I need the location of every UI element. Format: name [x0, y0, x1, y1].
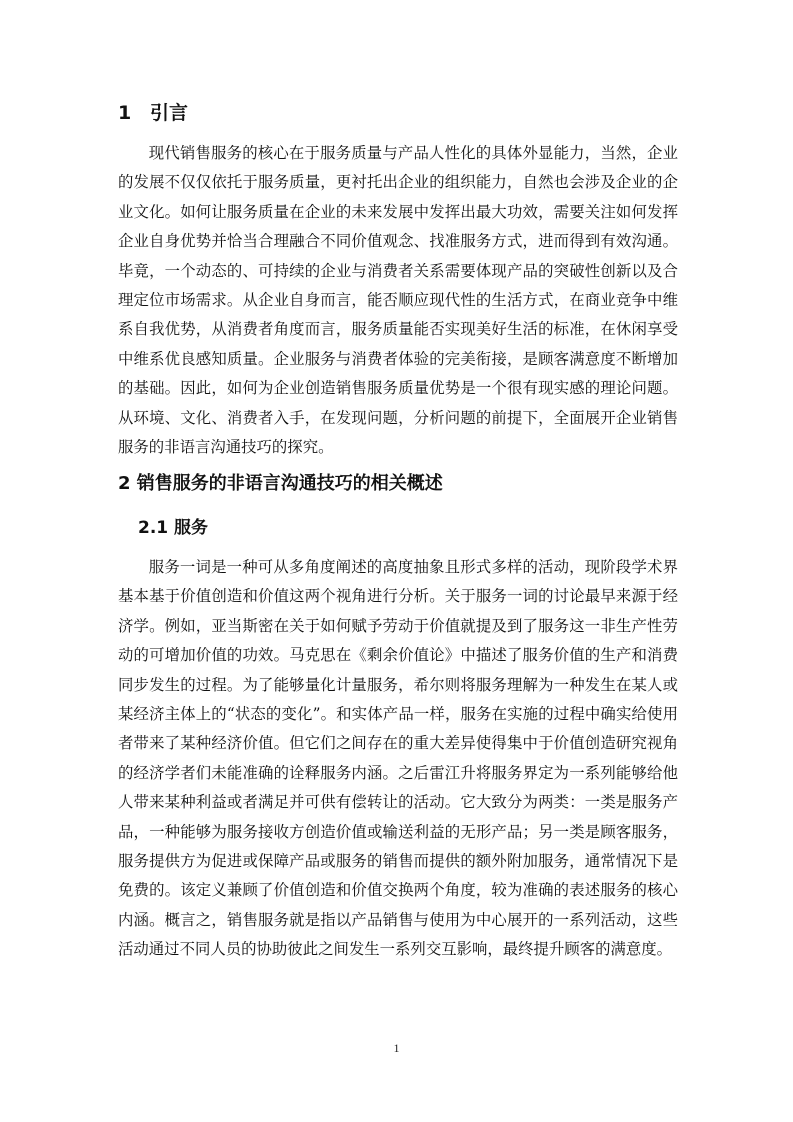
section-2-heading: 2 销售服务的非语言沟通技巧的相关概述	[118, 473, 443, 494]
section-1-paragraph: 现代销售服务的核心在于服务质量与产品人性化的具体外显能力，当然，企业的发展不仅仅依托于服务质量，更衬托出企业的组织能力，自然也会涉及企业的企业文化。如何让服务质量在企业的未来发展中发挥出最大功效，需要关注如何发挥企业自身优势并恰当合理融合不同价值观念、找准服务方式，进而得到有效沟通。毕竟，一个动态的、可持续的企业与消费者关系需要体现产品的突破性创新以及合理定位市场需求。从企业自身而言，能否顺应现代性的生活方式，在商业竞争中维系自我优势，从消费者角度而言，服务质量能否实现美好生活的标准，在休闲享受中维系优良感知质量。企业服务与消费者体验的完美衔接，是顾客满意度不断增加的基础。因此，如何为企业创造销售服务质量优势是一个很有现实感的理论问题。从环境、文化、消费者入手，在发现问题，分析问题的前提下，全面展开企业销售服务的非语言沟通技巧的探究。	[118, 144, 678, 457]
subsection-2-1-paragraph: 服务一词是一种可从多角度阐述的高度抽象且形式多样的活动，现阶段学术界基本基于价值创造和价值这两个视角进行分析。关于服务一词的讨论最早来源于经济学。例如，亚当斯密在关于如何赋予劳动于价值就提及到了服务这一非生产性劳动的可增加价值的功效。马克思在《剩余价值论》中描述了服务价值的生产和消费同步发生的过程。为了能够量化计量服务，希尔则将服务理解为一种发生在某人或某经济主体上的“状态的变化”。和实体产品一样，服务在实施的过程中确实给使用者带来了某种经济价值。但它们之间存在的重大差异使得集中于价值创造研究视角的经济学者们未能准确的诠释服务内涵。之后雷江升将服务界定为一系列能够给他人带来某种利益或者满足并可供有偿转让的活动。它大致分为两类：一类是服务产品，一种能够为服务接收方创造价值或输送利益的无形产品；另一类是顾客服务，服务提供方为促进或保障产品或服务的销售而提供的额外附加服务，通常情况下是免费的。该定义兼顾了价值创造和价值交换两个角度，较为准确的表述服务的核心内涵。概言之，销售服务就是指以产品销售与使用为中心展开的一系列活动，这些活动通过不同人员的协助彼此之间发生一系列交互影响，最终提升顾客的满意度。	[118, 558, 678, 959]
page-number: 1	[393, 1041, 400, 1055]
section-1-heading	[118, 101, 188, 125]
section-1-title: 引言	[150, 102, 189, 124]
section-1-number: 1	[118, 102, 132, 124]
subsection-2-1-heading: 2.1 服务	[138, 518, 209, 538]
